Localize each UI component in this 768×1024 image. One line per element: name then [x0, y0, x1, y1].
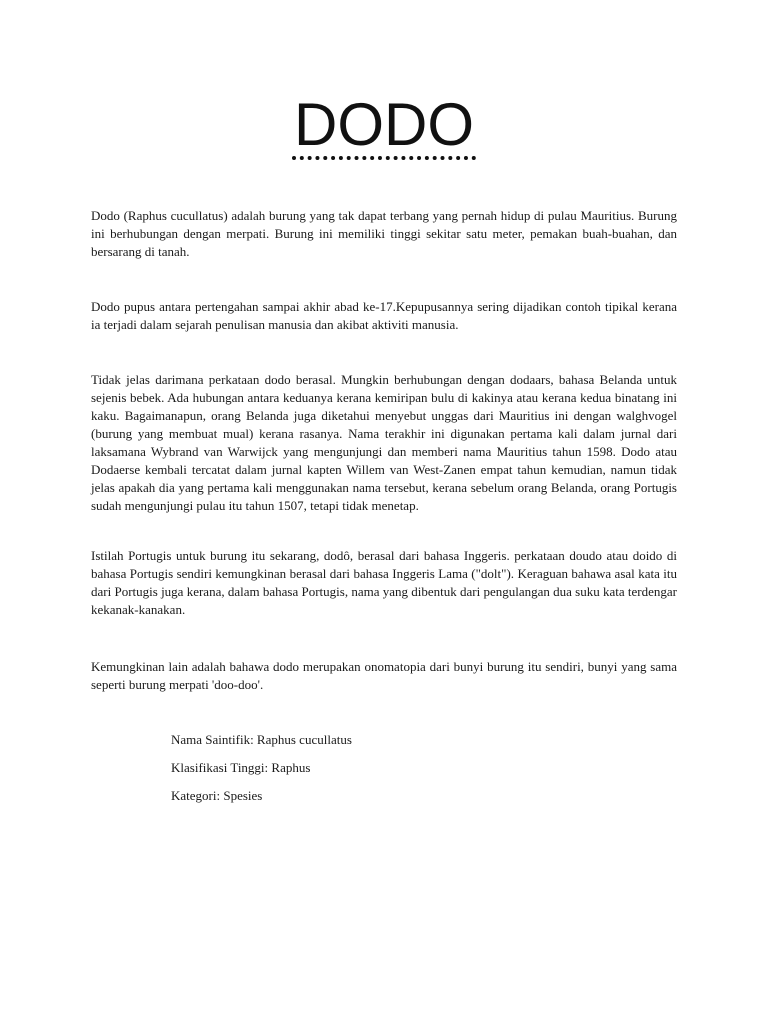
document-title [0, 90, 768, 160]
paragraph-intro: Dodo (Raphus cucullatus) adalah burung yang tak dapat terbang yang pernah hidup di pulau Mauritius. Burung ini berhubungan dengan merpati. Burung ini memiliki tinggi sekitar satu meter, pemakan buah-buahan, dan bersarang di tanah. [91, 208, 677, 259]
paragraph-etymology: Tidak jelas darimana perkataan dodo berasal. Mungkin berhubungan dengan dodaars, bahasa Belanda untuk sejenis bebek. Ada hubungan antara keduanya kerana kemiripan bulu di kakinya atau kerana kedua binatang ini kaku. Bagaimanapun, orang Belanda juga diketahui menyebut unggas dari Mauritius ini dengan walghvogel (burung yang membuat mual) kerana rasanya. Nama terakhir ini digunakan pertama kali dalam jurnal dari laksamana Wybrand van Warwijck yang mengunjungi dan memberi nama Mauritius tahun 1598. Dodo atau Dodaerse kembali tercatat dalam jurnal kapten Willem van West-Zanen empat tahun kemudian, namun tidak jelas apakah dia yang pertama kali menggunakan nama tersebut, kerana sebelum orang Belanda, orang Portugis sudah mengunjungi pulau itu tahun 1507, tetapi tidak menetap. [91, 372, 677, 513]
fact-category: Kategori: Spesies [171, 788, 263, 803]
document-title-text: DODO [294, 91, 474, 158]
fact-scientific-name: Nama Saintifik: Raphus cucullatus [171, 732, 352, 747]
paragraph-onomatopoeia: Kemungkinan lain adalah bahawa dodo merupakan onomatopia dari bunyi burung itu sendiri, bunyi yang sama seperti burung merpati 'doo-doo'. [91, 659, 677, 692]
fact-genus: Klasifikasi Tinggi: Raphus [171, 760, 311, 775]
paragraph-portuguese-term: Istilah Portugis untuk burung itu sekarang, dodô, berasal dari bahasa Inggeris. perkataan doudo atau doido di bahasa Portugis sendiri kemungkinan berasal dari bahasa Inggeris Lama ("dolt"). Keraguan bahawa asal kata itu dari Portugis juga kerana, dalam bahasa Portugis, nama yang dibentuk dari pengulangan dua suku kata terdengar kekanak-kanakan. [91, 548, 677, 617]
paragraph-extinction: Dodo pupus antara pertengahan sampai akhir abad ke-17.Kepupusannya sering dijadikan contoh tipikal kerana ia terjadi dalam sejarah penulisan manusia dan akibat aktiviti manusia. [91, 299, 677, 332]
